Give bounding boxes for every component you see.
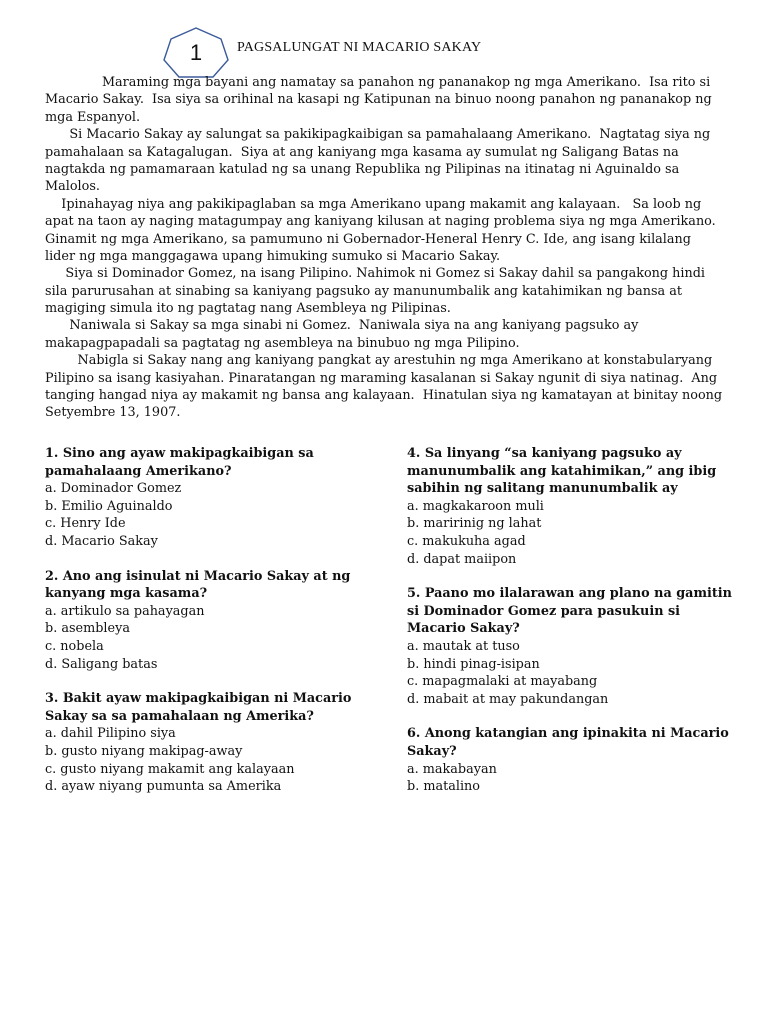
answer-option: d. mabait at may pakundangan bbox=[407, 691, 609, 707]
answer-option: d. ayaw niyang pumunta sa Amerika bbox=[45, 779, 282, 795]
passage-line: Ipinahayag niya ang pakikipaglaban sa mga Amerikano upang makamit ang kalayaan. Sa loob ng bbox=[45, 196, 702, 212]
passage-line: Siya si Dominador Gomez, na isang Pilipino. Nahimok ni Gomez si Sakay dahil sa pangakong hindi bbox=[45, 266, 706, 282]
passage-line: nagtakda ng pamamaraan katulad ng sa unang Republika ng Pilipinas na itinatag ni Aguinaldo sa bbox=[45, 161, 680, 177]
page-number-badge bbox=[163, 27, 229, 79]
question-text: kanyang mga kasama? bbox=[45, 586, 208, 602]
answer-option: d. dapat maiipon bbox=[407, 551, 517, 567]
reading-passage bbox=[45, 74, 735, 422]
answer-option: c. gusto niyang makamit ang kalayaan bbox=[45, 761, 295, 777]
answer-option: b. Emilio Aguinaldo bbox=[45, 498, 173, 514]
answer-option: c. makukuha agad bbox=[407, 533, 526, 549]
passage-line: Pilipino sa isang kasiyahan. Pinaratangan ng maraming kasalanan si Sakay ngunit di siya natinag. Ang bbox=[45, 370, 718, 386]
question-text: 4. Sa linyang “sa kaniyang pagsuko ay bbox=[407, 446, 682, 461]
question-text: sabihin ng salitang manunumbalik ay bbox=[407, 481, 678, 497]
passage-line: Naniwala si Sakay sa mga sinabi ni Gomez. Naniwala siya na ang kaniyang pagsuko ay bbox=[45, 318, 639, 334]
question-item bbox=[45, 568, 375, 674]
question-item bbox=[407, 585, 737, 708]
question-item bbox=[45, 690, 375, 796]
questions-left-column bbox=[45, 445, 375, 813]
question-text: pamahalaang Amerikano? bbox=[45, 463, 232, 479]
answer-option: c. Henry Ide bbox=[45, 516, 126, 532]
answer-option: d. Saligang batas bbox=[45, 656, 158, 672]
answer-option: b. maririnig ng lahat bbox=[407, 516, 542, 532]
question-text: 3. Bakit ayaw makipagkaibigan ni Macario bbox=[45, 691, 352, 707]
passage-line: Macario Sakay. Isa siya sa orihinal na kasapi ng Katipunan na binuo noong panahon ng pananakop ng bbox=[45, 92, 712, 108]
answer-option: a. mautak at tuso bbox=[407, 638, 520, 654]
answer-option: a. dahil Pilipino siya bbox=[45, 726, 176, 742]
passage-line: magiging simula ito ng pagtatag nang Asembleya ng Pilipinas. bbox=[45, 301, 451, 317]
passage-line: Nabigla si Sakay nang ang kaniyang pangkat ay arestuhin ng mga Amerikano at konstabularyang bbox=[45, 353, 713, 369]
question-text: Sakay? bbox=[407, 743, 457, 759]
page-title: PAGSALUNGAT NI MACARIO SAKAY bbox=[237, 40, 482, 55]
passage-line: sila parurusahan at sinabing sa kaniyang pagsuko ay manunumbalik ang katahimikan ng bansa at bbox=[45, 283, 682, 299]
question-item bbox=[407, 445, 737, 568]
question-text: manunumbalik ang katahimikan,” ang ibig bbox=[407, 463, 717, 479]
page-number: 1 bbox=[189, 40, 203, 65]
passage-line: Si Macario Sakay ay salungat sa pakikipagkaibigan sa pamahalaang Amerikano. Nagtatag siya ng bbox=[45, 127, 711, 143]
passage-line: Malolos. bbox=[45, 179, 100, 195]
question-text: 2. Ano ang isinulat ni Macario Sakay at ng bbox=[45, 568, 351, 584]
answer-option: b. gusto niyang makipag-away bbox=[45, 743, 243, 759]
passage-line: mga Espanyol. bbox=[45, 109, 141, 125]
question-text: si Dominador Gomez para pasukuin si bbox=[407, 603, 681, 619]
answer-option: b. asembleya bbox=[45, 621, 130, 637]
answer-option: a. Dominador Gomez bbox=[45, 481, 182, 497]
question-text: Sakay sa sa pamahalaan ng Amerika? bbox=[45, 708, 314, 724]
answer-option: a. makabayan bbox=[407, 761, 497, 777]
question-text: Macario Sakay? bbox=[407, 621, 520, 637]
passage-line: Ginamit ng mga Amerikano, sa pamumuno ni Gobernador-Heneral Henry C. Ide, ang isang kilalang bbox=[45, 231, 691, 247]
questions-right-column bbox=[407, 445, 737, 813]
answer-option: a. artikulo sa pahayagan bbox=[45, 603, 205, 619]
answer-option: d. Macario Sakay bbox=[45, 533, 158, 549]
passage-line: tanging hangad niya ay makamit ng bansa ang kalayaan. Hinatulan siya ng kamatayan at binitay noong bbox=[45, 388, 723, 404]
question-text: 6. Anong katangian ang ipinakita ni Macario bbox=[407, 726, 729, 742]
passage-line: lider ng mga manggagawa upang himuking sumuko si Macario Sakay. bbox=[45, 248, 501, 264]
question-text: 1. Sino ang ayaw makipagkaibigan sa bbox=[45, 446, 314, 461]
answer-option: a. magkakaroon muli bbox=[407, 498, 544, 514]
question-text: 5. Paano mo ilalarawan ang plano na gamitin bbox=[407, 586, 732, 602]
passage-line: Maraming mga bayani ang namatay sa panahon ng pananakop ng mga Amerikano. Isa rito si bbox=[45, 75, 711, 90]
answer-option: c. mapagmalaki at mayabang bbox=[407, 674, 598, 690]
passage-line: apat na taon ay naging matagumpay ang kaniyang kilusan at naging problema siya ng mga Amerikano. bbox=[45, 214, 716, 230]
passage-line: Setyembre 13, 1907. bbox=[45, 405, 181, 421]
passage-line: makapagpapadali sa pagtatag ng asembleya na binubuo ng mga Pilipino. bbox=[45, 335, 520, 351]
question-item bbox=[45, 445, 375, 551]
question-item bbox=[407, 725, 737, 795]
answer-option: c. nobela bbox=[45, 638, 104, 654]
passage-line: pamahalaan sa Katagalugan. Siya at ang kaniyang mga kasama ay sumulat ng Saligang Batas na bbox=[45, 144, 679, 160]
answer-option: b. hindi pinag-isipan bbox=[407, 656, 540, 672]
answer-option: b. matalino bbox=[407, 779, 480, 795]
